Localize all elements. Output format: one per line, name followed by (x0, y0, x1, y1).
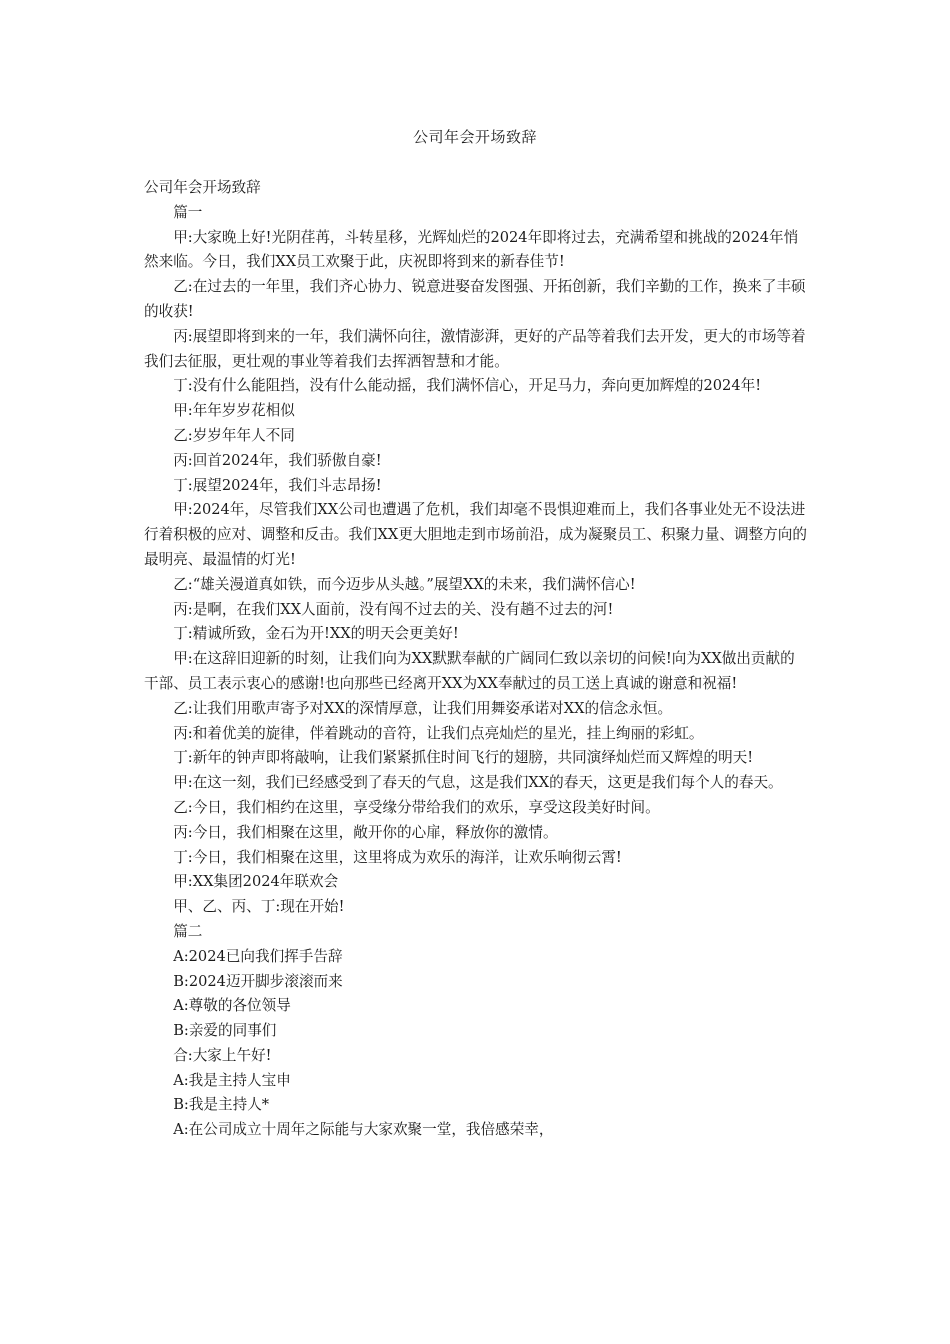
body-paragraph: 丙:是啊，在我们XX人面前，没有闯不过去的关、没有趟不过去的河! (173, 600, 614, 618)
body-paragraph: 丁:今日，我们相聚在这里，这里将成为欢乐的海洋，让欢乐响彻云霄! (173, 848, 622, 866)
body-paragraph: 丙:展望即将到来的一年，我们满怀向往，激情澎湃，更好的产品等着我们去开发，更大的市场等着我们去征服，更壮观的事业等着我们去挥洒智慧和才能。 (144, 327, 806, 370)
body-paragraph: B:2024迈开脚步滚滚而来 (173, 972, 343, 990)
body-paragraph: B:亲爱的同事们 (173, 1022, 277, 1040)
body-paragraph: 乙:让我们用歌声寄予对XX的深情厚意，让我们用舞姿承诺对XX的信念永恒。 (173, 699, 673, 717)
body-paragraph: 丁:精诚所致，金石为开!XX的明天会更美好! (173, 625, 459, 643)
body-paragraph: 篇二 (173, 922, 203, 940)
body-paragraph: 乙:今日，我们相约在这里，享受缘分带给我们的欢乐，享受这段美好时间。 (173, 798, 660, 816)
body-paragraph: 丁:展望2024年，我们斗志昂扬! (173, 476, 382, 494)
subtitle-paragraph: 公司年会开场致辞 (144, 179, 261, 196)
body-paragraph: 甲:在这辞旧迎新的时刻，让我们向为XX默默奉献的广阔同仁致以亲切的问候!向为XX做出贡献的干部、员工表示衷心的感谢!也向那些已经离开XX为XX奉献过的员工送上真诚的谢意和祝福! (144, 650, 795, 692)
body-paragraph: 丙:今日，我们相聚在这里，敞开你的心扉，释放你的激情。 (173, 823, 558, 841)
body-paragraph: B:我是主持人* (173, 1096, 270, 1114)
body-paragraph: 甲:在这一刻，我们已经感受到了春天的气息，这是我们XX的春天，这更是我们每个人的春天。 (173, 774, 783, 792)
body-paragraph: 篇一 (173, 203, 203, 221)
body-paragraph: 乙:在过去的一年里，我们齐心协力、锐意进娶奋发图强、开拓创新，我们辛勤的工作，换来了丰硕的收获! (144, 278, 806, 320)
body-paragraph: A:2024已向我们挥手告辞 (173, 947, 343, 965)
body-paragraph: 丁:新年的钟声即将敲响，让我们紧紧抓住时间飞行的翅膀，共同演绎灿烂而又辉煌的明天! (173, 749, 754, 767)
body-paragraph: 甲:2024年，尽管我们XX公司也遭遇了危机，我们却毫不畏惧迎难而上，我们各事业处无不设法进行着积极的应对、调整和反击。我们XX更大胆地走到市场前沿，成为凝聚员工、积聚力量、调整方向的最明亮、最温情的灯光! (144, 501, 807, 568)
body-paragraph: 甲、乙、丙、丁:现在开始! (173, 898, 345, 916)
body-paragraph: 甲:年年岁岁花相似 (173, 402, 295, 420)
body-paragraph: 甲:大家晚上好!光阴荏苒，斗转星移，光辉灿烂的2024年即将过去，充满希望和挑战的2024年悄然来临。今日，我们XX员工欢聚于此，庆祝即将到来的新春佳节! (144, 228, 799, 271)
body-paragraph: 乙:岁岁年年人不同 (173, 426, 295, 444)
body-paragraph: 丙:和着优美的旋律，伴着跳动的音符，让我们点亮灿烂的星光，挂上绚丽的彩虹。 (173, 724, 704, 742)
document-title: 公司年会开场致辞 (412, 128, 537, 146)
body-paragraph: A:尊敬的各位领导 (173, 997, 291, 1015)
body-paragraph: 甲:XX集团2024年联欢会 (173, 873, 339, 891)
body-paragraph: 合:大家上午好! (173, 1046, 272, 1064)
body-paragraph: A:我是主持人宝申 (173, 1071, 291, 1089)
body-paragraph: A:在公司成立十周年之际能与大家欢聚一堂，我倍感荣幸， (173, 1121, 554, 1139)
body-paragraph: 乙:“雄关漫道真如铁，而今迈步从头越。”展望XX的未来，我们满怀信心! (173, 575, 636, 593)
body-paragraph: 丁:没有什么能阻挡，没有什么能动摇，我们满怀信心，开足马力，奔向更加辉煌的2024年! (173, 377, 762, 395)
body-paragraph: 丙:回首2024年，我们骄傲自豪! (173, 451, 382, 469)
document-body (144, 176, 808, 1143)
